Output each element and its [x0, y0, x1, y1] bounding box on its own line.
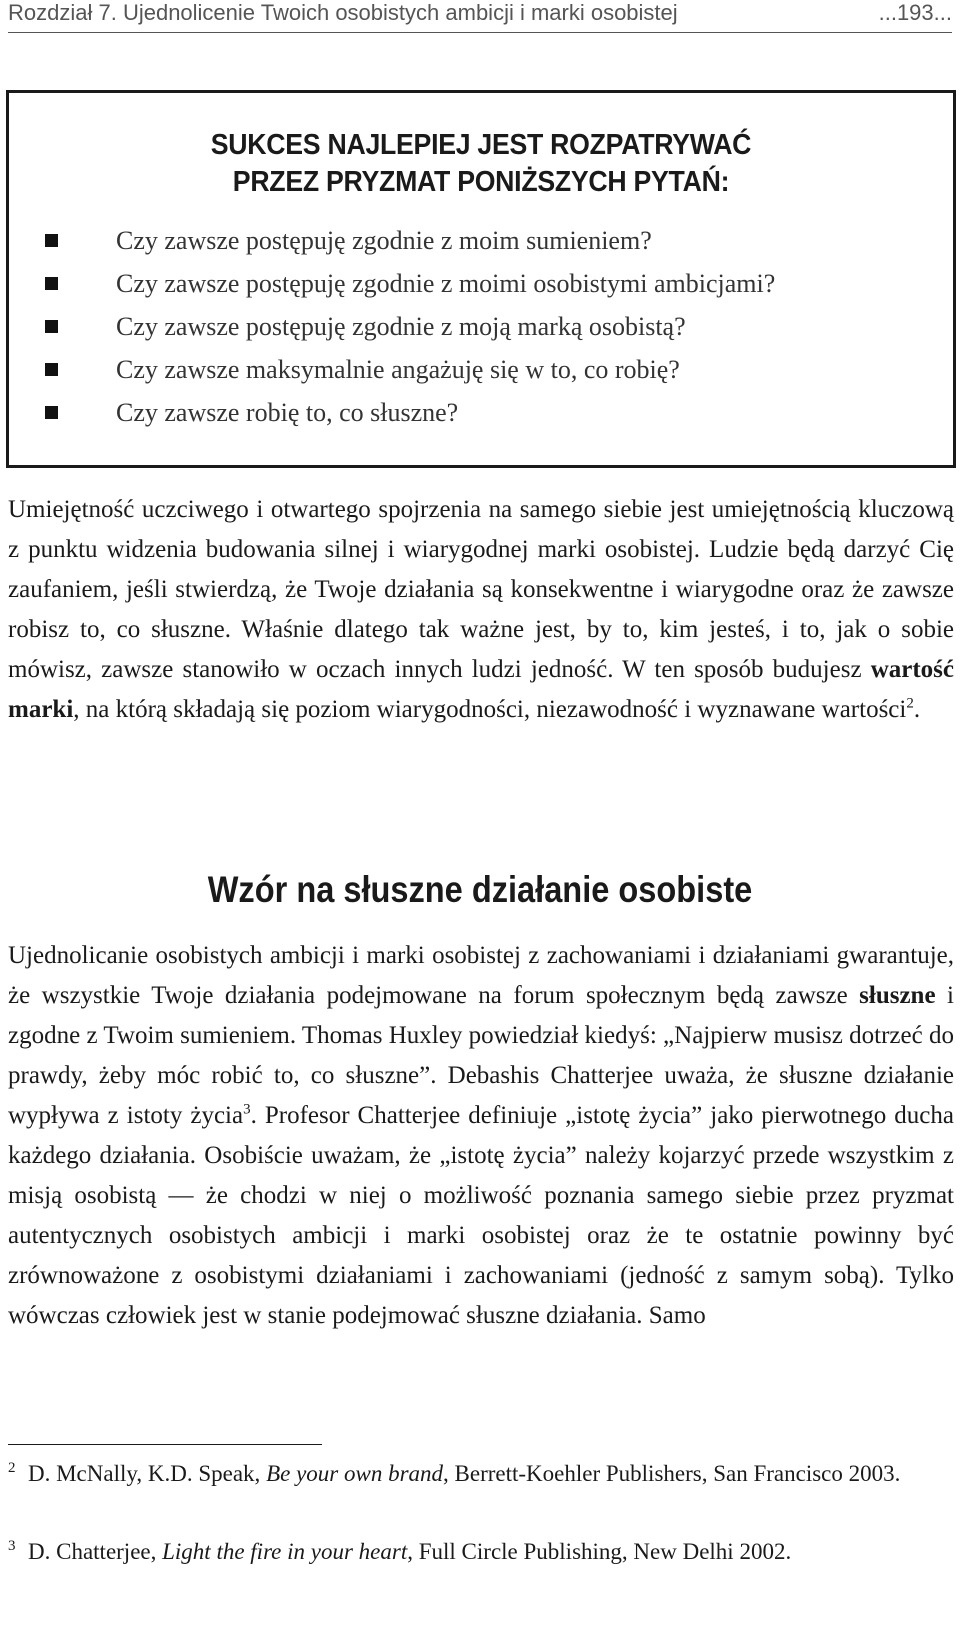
footnote-rule: [8, 1444, 322, 1445]
question-text: Czy zawsze postępuję zgodnie z moją marką osobistą?: [116, 311, 686, 341]
square-bullet-icon: [45, 363, 58, 376]
footnote-authors: D. Chatterjee,: [28, 1539, 163, 1564]
footnote-authors: D. McNally, K.D. Speak,: [28, 1461, 267, 1486]
footnote-book-title: Be your own brand: [266, 1461, 444, 1486]
running-head: [8, 0, 952, 32]
footnote-text: [28, 1534, 954, 1570]
square-bullet-icon: [45, 406, 58, 419]
section-title: Wzór na słuszne działanie osobiste: [207, 869, 753, 910]
footnote-publisher: , Full Circle Publishing, New Delhi 2002.: [407, 1539, 792, 1564]
body-paragraph-1: [8, 490, 954, 730]
question-text: Czy zawsze postępuję zgodnie z moim sumieniem?: [116, 225, 652, 255]
footnote-book-title: Light the fire in your heart: [162, 1539, 408, 1564]
question-text: Czy zawsze postępuję zgodnie z moimi osobistymi ambicjami?: [116, 268, 776, 298]
footnote-number: 2: [8, 1460, 16, 1476]
paragraph-text: i zgodne z Twoim sumieniem. Thomas Huxley powiedział kiedyś: „Najpierw musisz dotrzeć do prawdy, żeby móc robić to, co słuszne”. Debashis Chatterjee uważa, że słuszne działanie wypływa z istoty życia: [8, 982, 954, 1129]
chapter-title: Rozdział 7. Ujednolicenie Twoich osobistych ambicji i marki osobistej: [8, 0, 678, 25]
bold-term: słuszne: [859, 982, 936, 1009]
callout-heading-line1: SUKCES NAJLEPIEJ JEST ROZPATRYWAĆ: [210, 129, 752, 161]
body-paragraph-2: [8, 936, 954, 1336]
footnote-3: [8, 1534, 954, 1570]
question-item: [29, 219, 775, 262]
question-text: Czy zawsze maksymalnie angażuję się w to, co robię?: [116, 354, 680, 384]
header-rule: [8, 32, 952, 33]
callout-box: [6, 90, 956, 468]
footnote-publisher: , Berrett-Koehler Publishers, San Francisco 2003.: [443, 1461, 901, 1486]
footnote-text: [28, 1456, 954, 1492]
question-text: Czy zawsze robię to, co słuszne?: [116, 397, 459, 427]
footnote-ref[interactable]: 3: [243, 1101, 251, 1118]
callout-heading-line2: PRZEZ PRYZMAT PONIŻSZYCH PYTAŃ:: [232, 166, 730, 198]
footnote-ref[interactable]: 2: [906, 695, 914, 712]
paragraph-text: . Profesor Chatterjee definiuje „istotę życia” jako pierwotnego ducha każdego działania. Osobiście uważam, że „istotę życia” należy kojarzyć przede wszystkim z misją osobistą — że chodzi w niej o możliwość poznania samego siebie przez pryzmat autentycznych osobistych ambicji i marki osobistej oraz że te ostatnie powinny być zrównoważone z osobistymi działaniami i zachowaniami (jedność z samym sobą). Tylko wówczas człowiek jest w stanie podejmować słuszne działania. Samo: [8, 1102, 954, 1329]
square-bullet-icon: [45, 320, 58, 333]
paragraph-text: Umiejętność uczciwego i otwartego spojrzenia na samego siebie jest umiejętnością kluczową z punktu widzenia budowania silnej i wiarygodnej marki osobistej. Ludzie będą darzyć Cię zaufaniem, jeśli stwierdzą, że Twoje działania są konsekwentne i wiarygodne oraz że zawsze robisz to, co słuszne. Właśnie dlatego tak ważne jest, by to, kim jesteś, i to, jak o sobie mówisz, zawsze stanowiło w oczach innych ludzi jedność. W ten sposób budujesz: [8, 496, 954, 683]
page-number: ...193...: [878, 0, 952, 25]
question-item: [29, 262, 775, 305]
paragraph-text: , na którą składają się poziom wiarygodności, niezawodność i wyznawane wartości: [73, 696, 907, 723]
bold-term: wartość marki: [8, 656, 954, 723]
square-bullet-icon: [45, 234, 58, 247]
square-bullet-icon: [45, 277, 58, 290]
paragraph-text: Ujednolicanie osobistych ambicji i marki osobistej z zachowaniami i działaniami gwarantuje, że wszystkie Twoje działania podejmowane na forum społecznym będą zawsze: [8, 942, 954, 1009]
callout-heading: [47, 127, 915, 201]
question-item: [29, 348, 775, 391]
footnote-number: 3: [8, 1538, 16, 1554]
footnote-2: [8, 1456, 954, 1492]
question-item: [29, 391, 775, 434]
callout-question-list: [29, 219, 775, 434]
question-item: [29, 305, 775, 348]
paragraph-end: .: [913, 696, 921, 723]
